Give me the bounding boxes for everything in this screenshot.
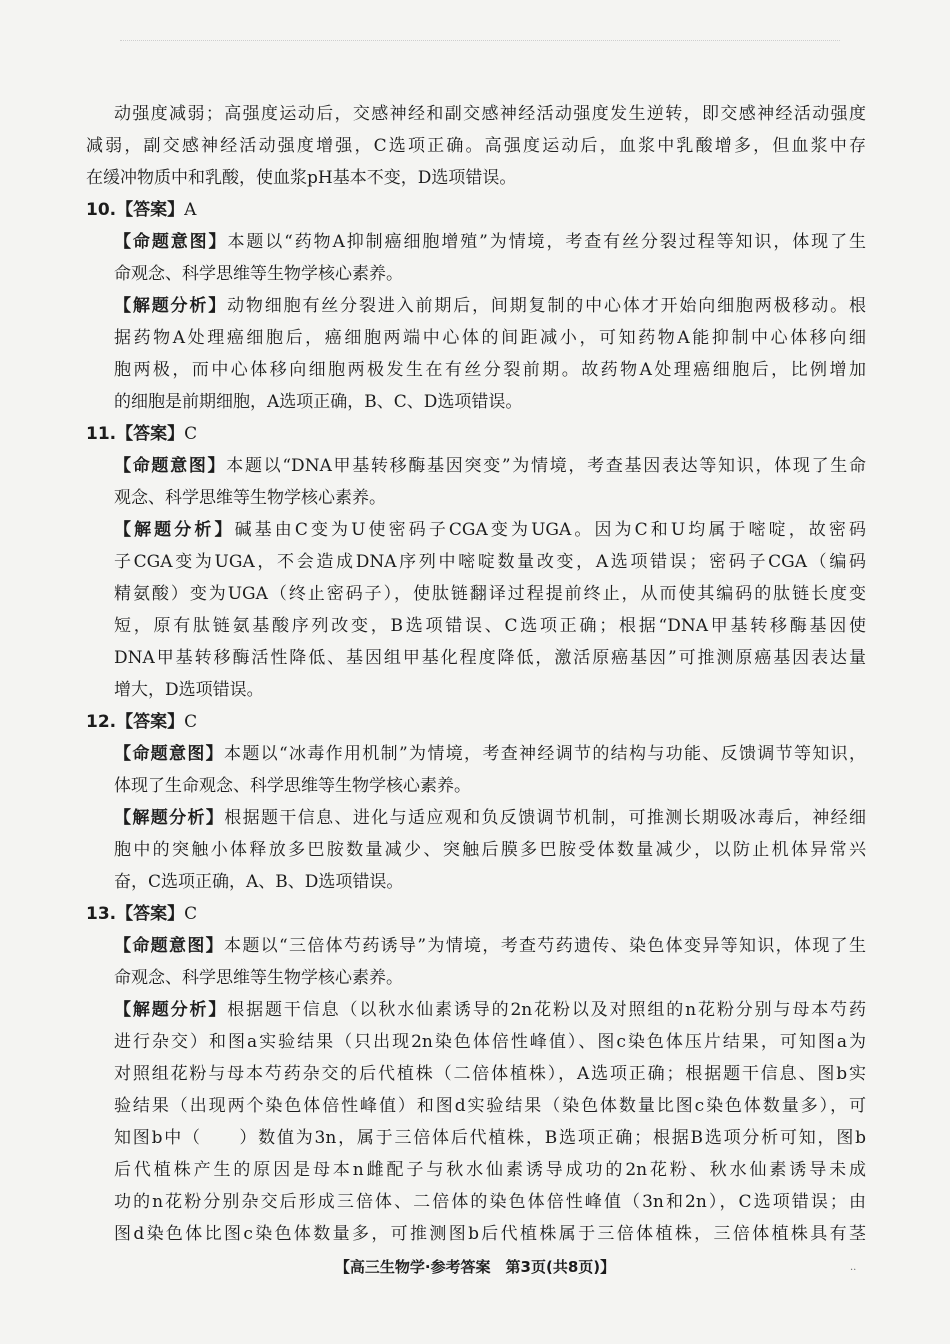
question-11-answer xyxy=(86,418,866,450)
analysis-line: 图d染色体比图c染色体数量多，可推测图b后代植株属于三倍体植株，三倍体植株具有茎 xyxy=(114,1224,866,1244)
analysis-line: 胞两极，而中心体移向细胞两极发生在有丝分裂前期。故药物A处理癌细胞后，比例增加 xyxy=(114,360,866,380)
question-12-analysis xyxy=(86,802,866,834)
intro-line: 动强度减弱；高强度运动后，交感神经和副交感神经活动强度发生逆转，即交感神经活动强度 xyxy=(114,104,866,124)
question-number: 13. xyxy=(86,904,117,924)
question-11-intent xyxy=(86,450,866,482)
intent-text: 本题以“冰毒作用机制”为情境，考查神经调节的结构与功能、反馈调节等知识， xyxy=(224,744,866,764)
intro-line: 减弱，副交感神经活动强度增强，C选项正确。高强度运动后，血浆中乳酸增多，但血浆中存 xyxy=(86,136,866,156)
analysis-line: 知图b中（ ）数值为3n，属于三倍体后代植株，B选项正确；根据B选项分析可知，图b xyxy=(114,1128,866,1148)
intent-tag: 【命题意图】 xyxy=(114,744,224,764)
question-11-analysis xyxy=(86,514,866,546)
intent-text: 本题以“DNA甲基转移酶基因突变”为情境，考查基因表达等知识，体现了生命 xyxy=(226,456,866,476)
question-12-intent xyxy=(86,738,866,770)
answer-value: C xyxy=(184,424,198,444)
scan-artifact xyxy=(120,40,840,45)
question-13-answer xyxy=(86,898,866,930)
analysis-text: 碱基由C变为U使密码子CGA变为UGA。因为C和U均属于嘧啶，故密码 xyxy=(234,520,866,540)
analysis-line: 的细胞是前期细胞，A选项正确，B、C、D选项错误。 xyxy=(114,392,523,412)
answer-tag: 【答案】 xyxy=(116,200,185,220)
question-10-analysis xyxy=(86,290,866,322)
answer-tag: 【答案】 xyxy=(116,904,185,924)
intent-line: 观念、科学思维等生物学核心素养。 xyxy=(114,488,386,508)
answer-content xyxy=(86,98,866,1250)
analysis-line: 短，原有肽链氨基酸序列改变，B选项错误、C选项正确；根据“DNA甲基转移酶基因使 xyxy=(114,616,866,636)
analysis-line: DNA甲基转移酶活性降低、基因组甲基化程度降低，激活原癌基因”可推测原癌基因表达量 xyxy=(114,648,866,668)
question-number: 12. xyxy=(86,712,117,732)
intent-tag: 【命题意图】 xyxy=(114,232,228,252)
analysis-text: 根据题干信息（以秋水仙素诱导的2n花粉以及对照组的n花粉分别与母本芍药 xyxy=(227,1000,866,1020)
intent-line: 命观念、科学思维等生物学核心素养。 xyxy=(114,264,403,284)
question-10-intent xyxy=(86,226,866,258)
analysis-text: 动物细胞有丝分裂进入前期后，间期复制的中心体才开始向细胞两极移动。根 xyxy=(227,296,866,316)
answer-value: C xyxy=(184,904,198,924)
answer-tag: 【答案】 xyxy=(116,424,185,444)
analysis-line: 精氨酸）变为UGA（终止密码子），使肽链翻译过程提前终止，从而使其编码的肽链长度变 xyxy=(114,584,866,604)
intent-line: 命观念、科学思维等生物学核心素养。 xyxy=(114,968,403,988)
question-13-intent xyxy=(86,930,866,962)
analysis-line: 据药物A处理癌细胞后，癌细胞两端中心体的间距减小，可知药物A能抑制中心体移向细 xyxy=(114,328,866,348)
answer-value: A xyxy=(184,200,197,220)
intent-tag: 【命题意图】 xyxy=(114,456,227,476)
analysis-line: 进行杂交）和图a实验结果（只出现2n染色体倍性峰值）、图c染色体压片结果，可知图a为 xyxy=(114,1032,866,1052)
question-10-answer xyxy=(86,194,866,226)
question-12-answer xyxy=(86,706,866,738)
analysis-tag: 【解题分析】 xyxy=(114,520,235,540)
answer-value: C xyxy=(184,712,198,732)
analysis-tag: 【解题分析】 xyxy=(114,1000,228,1020)
page-footer: 【高三生物学·参考答案 第3页(共8页)】 xyxy=(334,1258,616,1276)
analysis-line: 验结果（出现两个染色体倍性峰值）和图d实验结果（染色体数量比图c染色体数量多），可 xyxy=(114,1096,866,1116)
question-number: 10. xyxy=(86,200,117,220)
analysis-line: 增大，D选项错误。 xyxy=(114,680,264,700)
analysis-line: 对照组花粉与母本芍药杂交的后代植株（二倍体植株），A选项正确；根据题干信息、图b实 xyxy=(114,1064,866,1084)
analysis-line: 后代植株产生的原因是母本n雌配子与秋水仙素诱导成功的2n花粉、秋水仙素诱导未成 xyxy=(114,1160,866,1180)
answer-tag: 【答案】 xyxy=(116,712,185,732)
analysis-tag: 【解题分析】 xyxy=(114,296,228,316)
analysis-line: 胞中的突触小体释放多巴胺数量减少、突触后膜多巴胺受体数量减少，以防止机体异常兴 xyxy=(114,840,866,860)
question-13-analysis xyxy=(86,994,866,1026)
intent-tag: 【命题意图】 xyxy=(114,936,224,956)
analysis-text: 根据题干信息、进化与适应观和负反馈调节机制，可推测长期吸冰毒后，神经细 xyxy=(224,808,866,828)
intro-line: 在缓冲物质中和乳酸，使血浆pH基本不变，D选项错误。 xyxy=(86,168,517,188)
analysis-tag: 【解题分析】 xyxy=(114,808,225,828)
analysis-line: 子CGA变为UGA，不会造成DNA序列中嘧啶数量改变，A选项错误；密码子CGA（编码 xyxy=(114,552,866,572)
scan-mark: .. xyxy=(850,1262,857,1273)
analysis-line: 奋，C选项正确，A、B、D选项错误。 xyxy=(114,872,404,892)
analysis-line: 功的n花粉分别杂交后形成三倍体、二倍体的染色体倍性峰值（3n和2n），C选项错误；由 xyxy=(114,1192,866,1212)
intent-text: 本题以“药物A抑制癌细胞增殖”为情境，考查有丝分裂过程等知识，体现了生 xyxy=(227,232,866,252)
question-number: 11. xyxy=(86,424,117,444)
intent-text: 本题以“三倍体芍药诱导”为情境，考查芍药遗传、染色体变异等知识，体现了生 xyxy=(224,936,866,956)
intent-line: 体现了生命观念、科学思维等生物学核心素养。 xyxy=(114,776,471,796)
